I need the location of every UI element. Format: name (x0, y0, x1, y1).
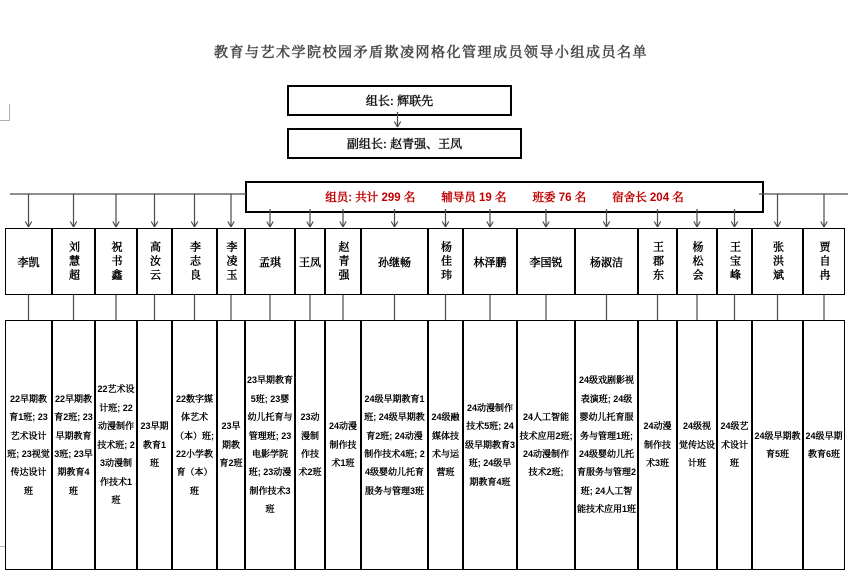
member-name: 王宝峰 (728, 240, 741, 283)
member-cell (463, 228, 517, 295)
class-list: 24动漫制作技术1班 (328, 421, 357, 469)
class-list: 22早期教育2班; 23早期教育3班; 23早期教育4班 (54, 393, 93, 496)
members-dorm-leaders: 宿舍长 204 名 (612, 192, 684, 204)
member-cell (295, 228, 325, 295)
grid (5, 228, 845, 570)
leader-box (287, 85, 512, 116)
member-name-row (5, 228, 845, 295)
member-name: 赵青强 (337, 240, 349, 283)
class-cell (95, 320, 137, 570)
member-name: 王郡东 (651, 240, 664, 283)
member-name: 贾自冉 (818, 240, 830, 283)
class-list: 24人工智能技术应用2班; 24动漫制作技术2班; (519, 412, 573, 478)
member-name: 杨佳玮 (439, 240, 452, 283)
class-list: 22早期教育1班; 23艺术设计班; 23视觉传达设计班 (7, 393, 50, 496)
class-cell (575, 320, 638, 570)
class-list: 24级早期教育5班 (754, 430, 801, 459)
class-list: 22数字媒体艺术（本）班; 22小学教育（本）班 (175, 393, 214, 496)
class-cell (172, 320, 217, 570)
members-total: 组员: 共计 299 名 (325, 192, 416, 204)
class-cell (463, 320, 517, 570)
class-cell (803, 320, 845, 570)
member-name: 李国锐 (529, 256, 563, 269)
member-name: 李志良 (188, 240, 201, 283)
member-name: 李凌玉 (225, 240, 237, 283)
class-cell (361, 320, 428, 570)
class-cell (245, 320, 295, 570)
class-list: 23动漫制作技术2班 (298, 412, 322, 478)
member-cell (52, 228, 95, 295)
class-cell (717, 320, 752, 570)
class-cell (325, 320, 361, 570)
member-cell (325, 228, 361, 295)
class-cell (217, 320, 245, 570)
class-list: 23早期教育1班 (140, 421, 169, 469)
deputy-box (287, 128, 522, 159)
member-cell (361, 228, 428, 295)
leader-label: 组长: 辉联先 (365, 94, 434, 108)
page-title: 教育与艺术学院校园矛盾欺凌网格化管理成员领导小组成员名单 (214, 44, 648, 60)
member-name: 李凯 (17, 256, 40, 269)
class-cell (677, 320, 717, 570)
member-name: 张洪斌 (771, 240, 784, 283)
class-cell (295, 320, 325, 570)
member-name: 林泽鹏 (473, 256, 507, 269)
member-cell (5, 228, 52, 295)
class-list: 24级艺术设计班 (720, 421, 749, 469)
class-cell (638, 320, 677, 570)
class-cell (137, 320, 172, 570)
member-cell (677, 228, 717, 295)
member-cell (517, 228, 575, 295)
class-list: 24级早期教育1班; 24级早期教育2班; 24动漫制作技术4班; 24级婴幼儿托育服务与管理3班 (364, 393, 425, 496)
member-cell (803, 228, 845, 295)
class-list: 24级融媒体技术与运营班 (431, 412, 460, 478)
member-name: 孟琪 (259, 256, 281, 269)
class-list: 24级早期教育6班 (805, 430, 843, 459)
class-cell (52, 320, 95, 570)
class-list: 22艺术设计班; 22动漫制作技术班; 23动漫制作技术1班 (97, 384, 135, 506)
member-cell (245, 228, 295, 295)
member-name: 高汝云 (148, 240, 161, 283)
member-cell (428, 228, 463, 295)
class-list: 24动漫制作技术5班; 24级早期教育3班; 24级早期教育4班 (465, 402, 516, 487)
member-cell (638, 228, 677, 295)
class-list: 24级视觉传达设计班 (679, 421, 716, 469)
class-list-row (5, 320, 845, 570)
page-margin-mark-top (0, 104, 10, 121)
class-cell (752, 320, 803, 570)
member-name: 刘慧超 (67, 240, 80, 283)
deputy-label: 副组长: 赵青强、王凤 (346, 137, 463, 151)
member-name: 杨淑洁 (590, 256, 623, 269)
class-list: 23早期教育2班 (219, 421, 243, 469)
member-name: 孙继畅 (378, 256, 411, 269)
members-counselors: 辅导员 19 名 (441, 192, 507, 204)
class-list: 24级戏剧影视表演班; 24级婴幼儿托育服务与管理1班; 24级婴幼儿托育服务与管理2班; 24人工智能技术应用1班 (577, 375, 637, 515)
member-cell (217, 228, 245, 295)
class-list: 24动漫制作技术3班 (643, 421, 672, 469)
member-cell (95, 228, 137, 295)
class-cell (517, 320, 575, 570)
member-cell (137, 228, 172, 295)
member-cell (575, 228, 638, 295)
member-cell (172, 228, 217, 295)
members-box (245, 181, 764, 213)
member-name: 杨松会 (691, 240, 703, 283)
member-name: 王凤 (299, 256, 321, 269)
class-cell (428, 320, 463, 570)
class-cell (5, 320, 52, 570)
member-name: 祝书鑫 (110, 240, 122, 283)
member-cell (717, 228, 752, 295)
member-cell (752, 228, 803, 295)
members-class-committee: 班委 76 名 (532, 192, 587, 204)
class-list: 23早期教育5班; 23婴幼儿托育与管理班; 23电影学院班; 23动漫制作技术3班 (247, 375, 294, 515)
